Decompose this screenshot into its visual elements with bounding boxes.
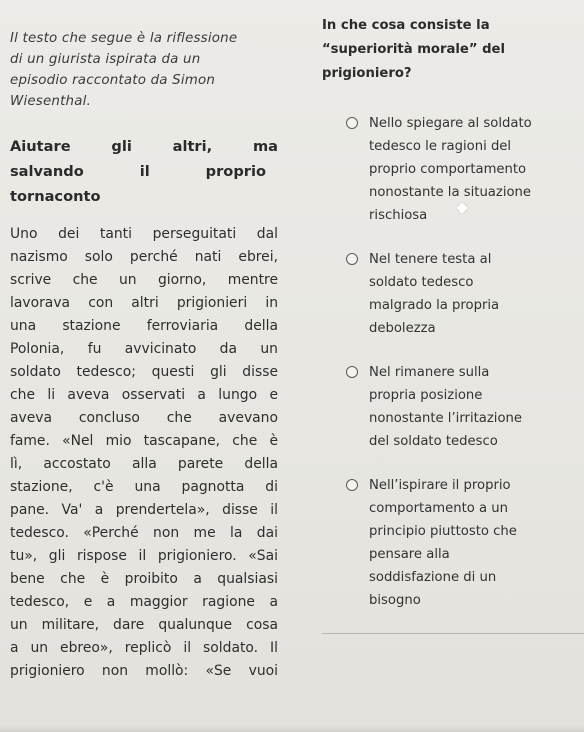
question-panel — [322, 14, 576, 612]
option-line: tedesco le ragioni del — [369, 139, 512, 154]
radio-button[interactable] — [346, 366, 358, 378]
title-word: salvando — [10, 163, 84, 180]
option-label — [369, 248, 576, 340]
option-line: proprio comportamento — [369, 162, 527, 177]
title-word: proprio — [205, 163, 266, 180]
title-line — [10, 159, 278, 184]
title-word: altri, — [172, 138, 213, 155]
question-line: In che cosa consiste la — [322, 18, 490, 33]
intro-line: Il testo che segue è la riflessione — [10, 31, 238, 46]
option-line: soldato tedesco — [369, 275, 474, 290]
option-line: Nel tenere testa al — [369, 252, 492, 267]
passage-title — [10, 134, 278, 209]
option-line: pensare alla — [369, 547, 450, 562]
radio-button[interactable] — [346, 117, 358, 129]
passage-line: scrive che un giorno, mentre — [10, 272, 278, 288]
title-line — [10, 184, 278, 209]
passage-line: fame. «Nel mio tascapane, che è — [10, 433, 278, 449]
passage-line: tu», gli rispose il prigioniero. «Sai — [10, 548, 278, 564]
question-line: prigioniero? — [322, 66, 412, 81]
passage-line: un militare, dare qualunque cosa — [10, 617, 278, 633]
passage-line: bene che è proibito a qualsiasi — [10, 571, 278, 587]
answer-option-4[interactable] — [322, 474, 576, 612]
passage-line: stazione, c'è una pagnotta di — [10, 479, 278, 495]
radio-button[interactable] — [346, 479, 358, 491]
passage-line: tedesco, e a maggior ragione a — [10, 594, 278, 610]
radio-button[interactable] — [346, 253, 358, 265]
option-line: malgrado la propria — [369, 298, 500, 313]
option-line: debolezza — [369, 321, 436, 336]
passage-line: che li aveva osservati a lungo e — [10, 387, 278, 403]
option-line: nonostante la situazione — [369, 185, 532, 200]
option-line: del soldato tedesco — [369, 434, 498, 449]
column-divider — [293, 0, 294, 632]
answer-options — [322, 112, 576, 612]
passage-line: aveva concluso che avevano — [10, 410, 278, 426]
passage-line: prigioniero non mollò: «Se vuoi — [10, 663, 278, 679]
passage-body — [10, 223, 278, 683]
question-text — [322, 14, 576, 86]
title-word: Aiutare — [10, 138, 71, 155]
answer-option-2[interactable] — [322, 248, 576, 340]
passage-line: una stazione ferroviaria della — [10, 318, 278, 334]
title-word: tornaconto — [10, 188, 101, 205]
passage-line: soldato tedesco; questi gli disse — [10, 364, 278, 380]
title-line — [10, 134, 278, 159]
option-line: comportamento a un — [369, 501, 509, 516]
option-label — [369, 361, 576, 453]
intro-line: di un giurista ispirata da un — [10, 52, 201, 67]
passage-line: a un ebreo», replicò il soldato. Il — [10, 640, 278, 656]
passage-line: lavorava con altri prigionieri in — [10, 295, 278, 311]
option-line: propria posizione — [369, 388, 483, 403]
option-line: soddisfazione di un — [369, 570, 497, 585]
bottom-rule — [322, 633, 584, 634]
option-line: principio piuttosto che — [369, 524, 517, 539]
passage-line: pane. Va' a prendertela», disse il — [10, 502, 278, 518]
intro-line: Wiesenthal. — [10, 94, 92, 109]
passage-intro — [10, 28, 278, 112]
reading-passage — [10, 28, 278, 683]
passage-line: Polonia, fu avvicinato da un — [10, 341, 278, 357]
option-line: bisogno — [369, 593, 421, 608]
intro-line: episodio raccontato da Simon — [10, 73, 216, 88]
title-word: il — [139, 163, 150, 180]
option-label — [369, 474, 576, 612]
question-line: “superiorità morale” del — [322, 42, 506, 57]
passage-line: tedesco. «Perché non me la dai — [10, 525, 278, 541]
title-word: gli — [111, 138, 132, 155]
answer-option-1[interactable] — [322, 112, 576, 227]
option-line: rischiosa — [369, 208, 428, 223]
answer-option-3[interactable] — [322, 361, 576, 453]
option-line: nonostante l’irritazione — [369, 411, 522, 426]
passage-line: lì, accostato alla parete della — [10, 456, 278, 472]
title-word: ma — [252, 138, 278, 155]
option-line: Nell’ispirare il proprio — [369, 478, 511, 493]
option-line: Nel rimanere sulla — [369, 365, 490, 380]
passage-line: nazismo solo perché nati ebrei, — [10, 249, 278, 265]
page-edge-shadow — [0, 726, 584, 732]
option-line: Nello spiegare al soldato — [369, 116, 532, 131]
passage-line: Uno dei tanti perseguitati dal — [10, 226, 278, 242]
option-label — [369, 112, 576, 227]
